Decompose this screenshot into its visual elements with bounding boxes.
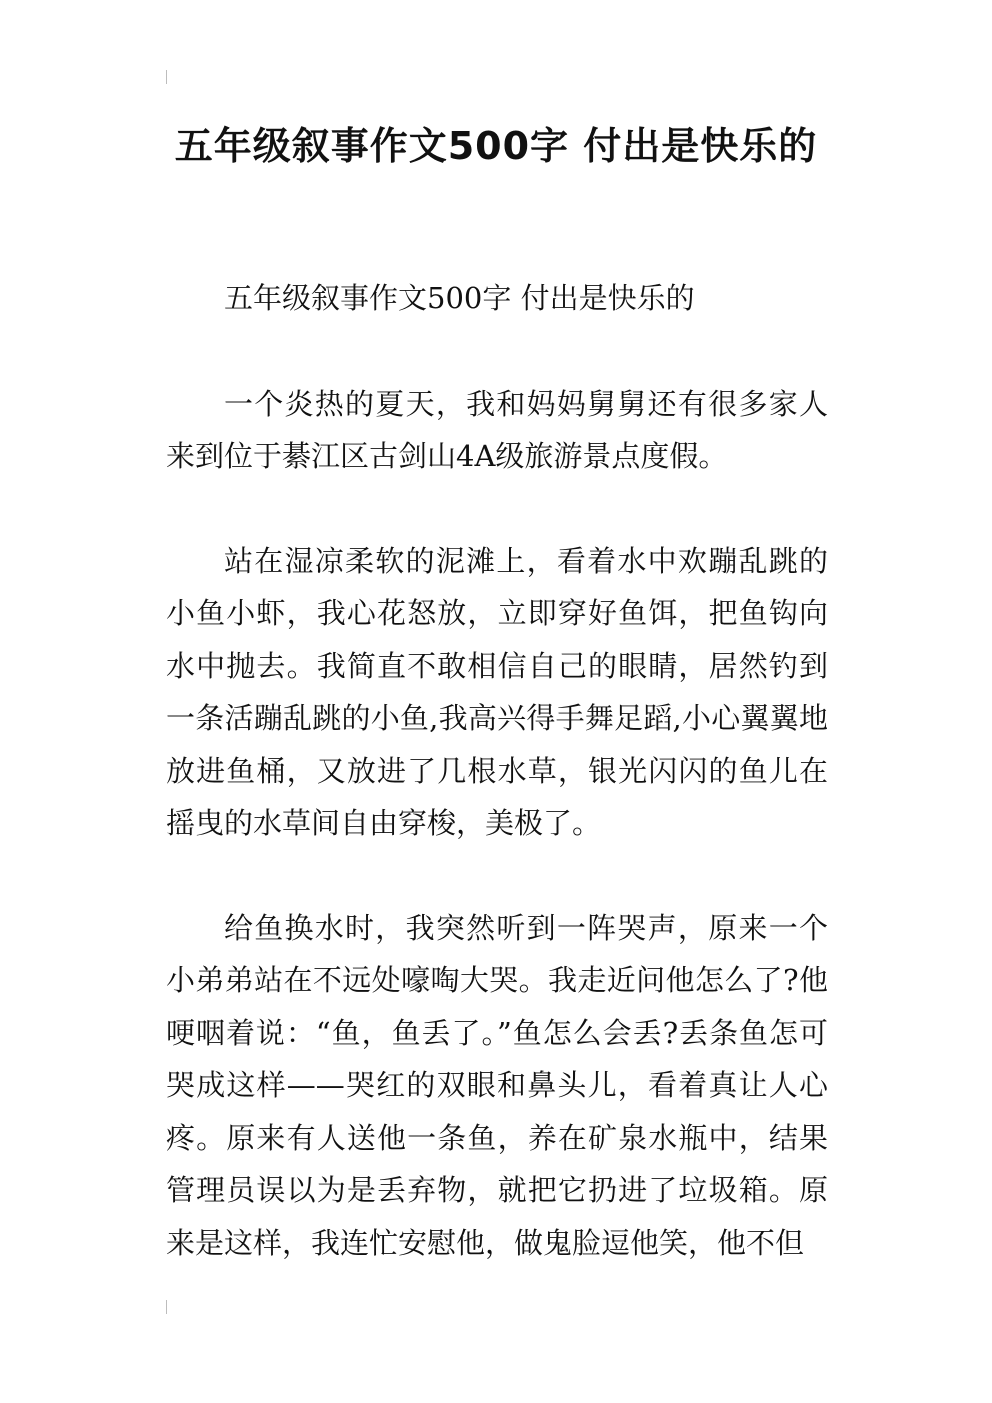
essay-subtitle: 五年级叙事作文500字 付出是快乐的 — [224, 281, 695, 315]
paragraph-2: 站在湿凉柔软的泥滩上，看着水中欢蹦乱跳的小鱼小虾，我心花怒放，立即穿好鱼饵，把鱼钩向水中抛去。我简直不敢相信自己的眼睛，居然钓到一条活蹦乱跳的小鱼,我高兴得手舞足蹈,小心翼翼地放进鱼桶，又放进了几根水草，银光闪闪的鱼儿在摇曳的水草间自由穿梭，美极了。 — [166, 543, 828, 840]
paragraph-3: 给鱼换水时，我突然听到一阵哭声，原来一个小弟弟站在不远处嚎啕大哭。我走近问他怎么了?他哽咽着说：“鱼，鱼丢了。”鱼怎么会丢?丢条鱼怎可哭成这样——哭红的双眼和鼻头儿，看着真让人心疼。原来有人送他一条鱼，养在矿泉水瓶中，结果管理员误以为是丢弃物，就把它扔进了垃圾箱。原来是这样，我连忙安慰他，做鬼脸逗他笑，他不但 — [166, 910, 828, 1260]
paragraph-1: 一个炎热的夏天，我和妈妈舅舅还有很多家人来到位于綦江区古剑山4A级旅游景点度假。 — [166, 386, 828, 473]
document-body — [166, 272, 828, 1321]
document-title: 五年级叙事作文500字 付出是快乐的 — [174, 124, 818, 168]
crop-mark-top — [166, 70, 167, 84]
